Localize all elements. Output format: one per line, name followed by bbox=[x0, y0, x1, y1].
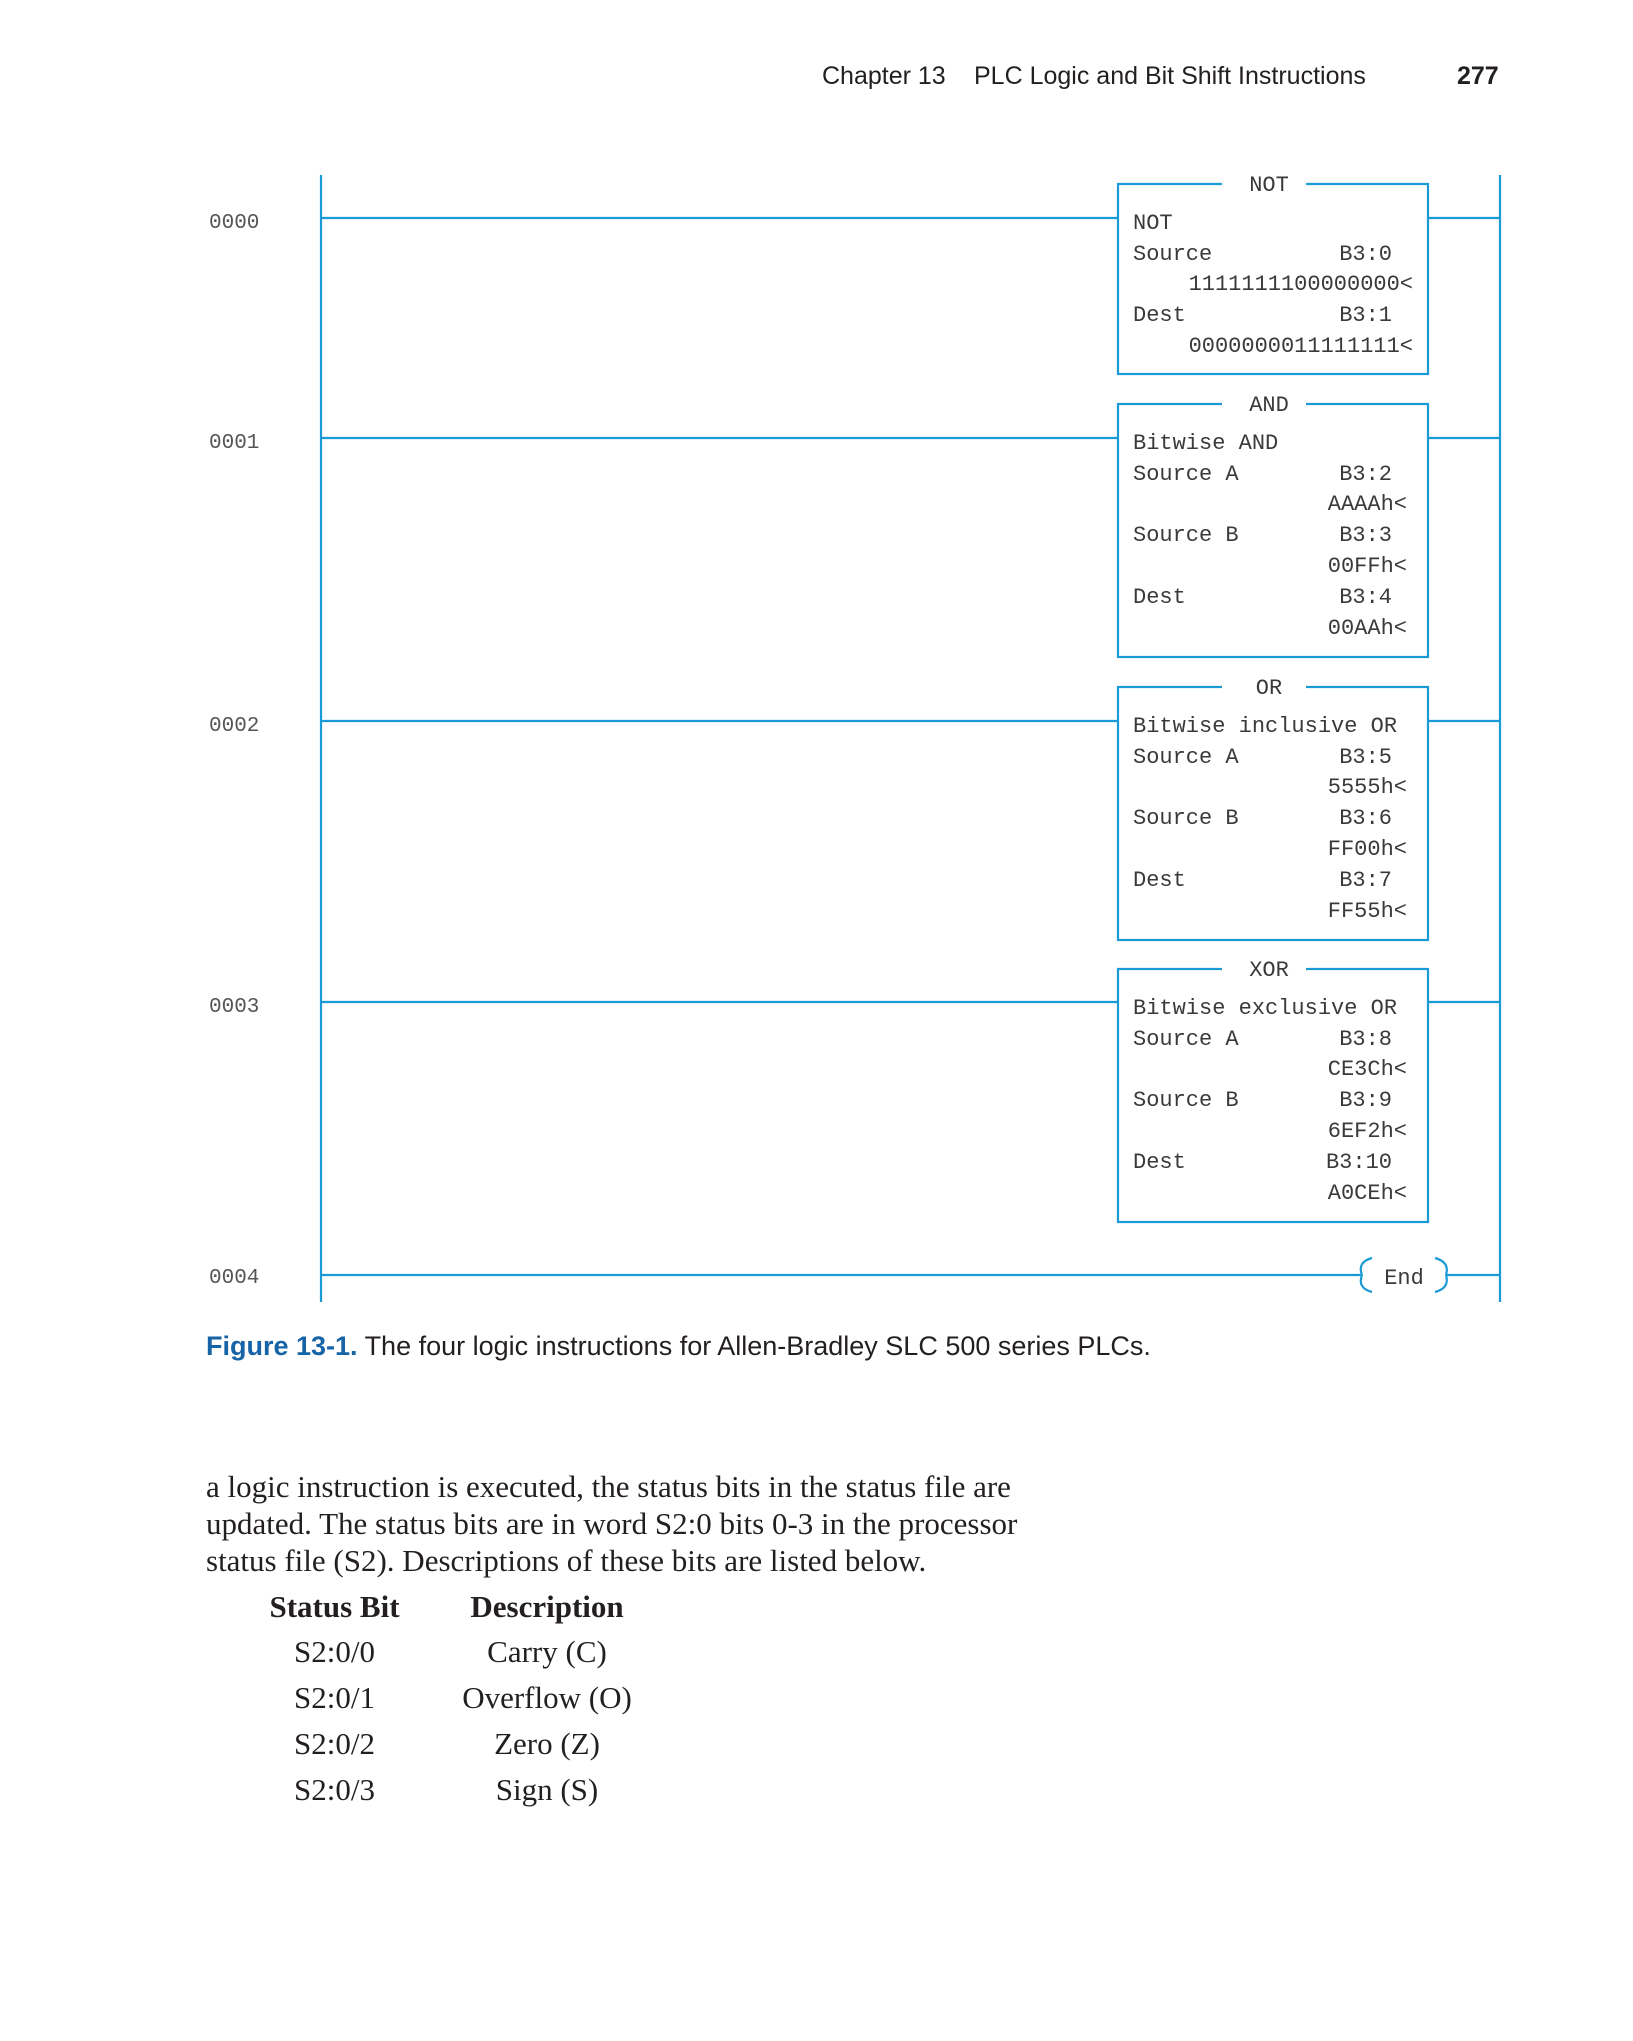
not-source-label: Source bbox=[1133, 242, 1213, 267]
or-dest-label: Dest bbox=[1133, 868, 1186, 893]
or-source-a-value: 5555h< bbox=[1327, 775, 1407, 800]
paragraph-line: updated. The status bits are in word S2:0 bits 0-3 in the processor bbox=[206, 1506, 1018, 1541]
end-left-bracket-low bbox=[1361, 1275, 1372, 1292]
and-dest-label: Dest bbox=[1133, 585, 1186, 610]
xor-source-a-label: Source A bbox=[1133, 1027, 1239, 1052]
table-row bbox=[242, 1721, 647, 1767]
header-status-bit: Status Bit bbox=[269, 1589, 400, 1624]
paragraph-line: status file (S2). Descriptions of these bits are listed below. bbox=[206, 1543, 927, 1578]
and-source-b-addr: B3:3 bbox=[1339, 523, 1392, 548]
page-number: 277 bbox=[1457, 62, 1499, 90]
xor-source-a-value: CE3Ch< bbox=[1327, 1057, 1407, 1082]
end-instruction-label: End bbox=[1384, 1266, 1424, 1291]
not-dest-addr: B3:1 bbox=[1339, 303, 1392, 328]
and-source-a-value: AAAAh< bbox=[1327, 492, 1407, 517]
or-dest-addr: B3:7 bbox=[1339, 868, 1392, 893]
or-source-a-addr: B3:5 bbox=[1339, 745, 1392, 770]
end-right-bracket bbox=[1435, 1258, 1447, 1275]
xor-line-0: Bitwise exclusive OR bbox=[1133, 996, 1398, 1021]
header-description: Description bbox=[470, 1589, 624, 1624]
status-bit-table bbox=[242, 1585, 647, 1813]
status-bit-cell: S2:0/3 bbox=[294, 1772, 375, 1807]
or-dest-value: FF55h< bbox=[1327, 899, 1407, 924]
xor-source-a-addr: B3:8 bbox=[1339, 1027, 1392, 1052]
running-header-chapter: Chapter 13 bbox=[822, 62, 946, 90]
rung-number-0000: 0000 bbox=[209, 212, 260, 235]
status-bit-cell: S2:0/2 bbox=[294, 1726, 375, 1761]
or-box-title: OR bbox=[1255, 676, 1283, 701]
and-dest-addr: B3:4 bbox=[1339, 585, 1392, 610]
and-box-title: AND bbox=[1249, 393, 1289, 418]
not-dest-label: Dest bbox=[1133, 303, 1186, 328]
paragraph-line: a logic instruction is executed, the status bits in the status file are bbox=[206, 1469, 1011, 1504]
xor-source-b-addr: B3:9 bbox=[1339, 1088, 1392, 1113]
xor-dest-label: Dest bbox=[1133, 1150, 1186, 1175]
description-cell: Overflow (O) bbox=[462, 1680, 632, 1715]
or-line-0: Bitwise inclusive OR bbox=[1133, 714, 1398, 739]
figure-label: Figure 13-1. bbox=[206, 1331, 358, 1361]
xor-dest-value: A0CEh< bbox=[1327, 1181, 1407, 1206]
table-row bbox=[242, 1629, 647, 1675]
description-cell: Carry (C) bbox=[487, 1634, 607, 1669]
not-source-addr: B3:0 bbox=[1339, 242, 1392, 267]
rung-number-0003: 0003 bbox=[209, 996, 260, 1019]
xor-source-b-label: Source B bbox=[1133, 1088, 1239, 1113]
table-header-row bbox=[242, 1585, 647, 1629]
not-source-value: 1111111100000000< bbox=[1188, 272, 1413, 297]
table-row bbox=[242, 1675, 647, 1721]
and-source-b-value: 00FFh< bbox=[1327, 554, 1407, 579]
and-source-a-label: Source A bbox=[1133, 462, 1239, 487]
xor-source-b-value: 6EF2h< bbox=[1327, 1119, 1407, 1144]
figure-caption-text: The four logic instructions for Allen-Bradley SLC 500 series PLCs. bbox=[364, 1331, 1151, 1361]
rung-number-0002: 0002 bbox=[209, 715, 260, 738]
end-right-bracket-low bbox=[1435, 1275, 1447, 1292]
and-source-b-label: Source B bbox=[1133, 523, 1239, 548]
or-source-b-addr: B3:6 bbox=[1339, 806, 1392, 831]
not-dest-value: 0000000011111111< bbox=[1188, 334, 1413, 359]
status-bit-cell: S2:0/0 bbox=[294, 1634, 375, 1669]
and-source-a-addr: B3:2 bbox=[1339, 462, 1392, 487]
xor-box-title: XOR bbox=[1249, 958, 1289, 983]
rung-number-0004: 0004 bbox=[209, 1267, 260, 1290]
rung-number-0001: 0001 bbox=[209, 432, 260, 455]
xor-dest-addr: B3:10 bbox=[1325, 1150, 1392, 1175]
and-line-0: Bitwise AND bbox=[1133, 431, 1279, 456]
figure-caption bbox=[206, 1331, 1151, 1362]
or-source-a-label: Source A bbox=[1133, 745, 1239, 770]
status-bit-cell: S2:0/1 bbox=[294, 1680, 375, 1715]
body-paragraph bbox=[206, 1468, 1186, 1579]
or-source-b-value: FF00h< bbox=[1327, 837, 1407, 862]
running-header-title: PLC Logic and Bit Shift Instructions bbox=[974, 62, 1366, 90]
not-box-title: NOT bbox=[1249, 173, 1289, 198]
or-source-b-label: Source B bbox=[1133, 806, 1239, 831]
description-cell: Sign (S) bbox=[495, 1772, 599, 1807]
description-cell: Zero (Z) bbox=[494, 1726, 600, 1761]
not-line-0: NOT bbox=[1133, 211, 1173, 236]
end-left-bracket bbox=[1361, 1258, 1372, 1275]
table-row bbox=[242, 1767, 647, 1813]
and-dest-value: 00AAh< bbox=[1327, 616, 1407, 641]
